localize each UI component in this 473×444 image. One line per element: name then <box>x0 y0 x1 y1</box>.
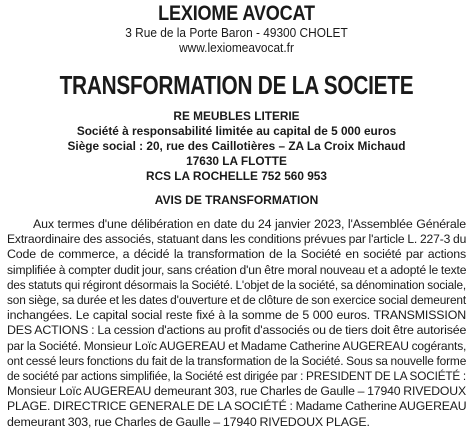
firm-address: 3 Rue de la Porte Baron - 49300 CHOLET <box>125 26 348 40</box>
body-line: demeurant 303, rue Charles de Gaulle – 17940 RIVEDOUX PLAGE. <box>7 414 370 429</box>
company-rcs: RCS LA ROCHELLE 752 560 953 <box>146 169 327 183</box>
body-line: inchangées. Le capital social reste fixé à la somme de 5 000 euros. TRANSMISSION <box>7 308 466 323</box>
notice-heading: AVIS DE TRANSFORMATION <box>154 193 319 207</box>
body-line: Code de commerce, a décidé la transformation de la Société en société par actions <box>7 247 466 262</box>
company-legal-form: Société à responsabilité limitée au capital de 5 000 euros <box>76 124 397 138</box>
company-city: 17630 LA FLOTTE <box>186 154 287 168</box>
body-line: Extraordinaire des associés, statuant dans les conditions prévues par l'article L. 227-3 du <box>7 232 467 247</box>
body-line: ont cessé leurs fonctions du fait de la transformation de la Société. Sous sa nouvelle forme <box>7 353 467 368</box>
body-line: des statuts qui régiront désormais la Société. L'objet de la société, sa dénomination sociale, <box>7 277 466 292</box>
body-line: Monsieur Loïc AUGEREAU demeurant 303, rue Charles de Gaulle – 17940 RIVEDOUX <box>7 384 466 399</box>
firm-name: LEXIOME AVOCAT <box>158 2 315 25</box>
notice-title: TRANSFORMATION DE LA SOCIETE <box>59 70 414 100</box>
body-line: de société par actions simplifiée, la Société est dirigée par : PRESIDENT DE LA SOCIÉTÉ : <box>7 369 466 384</box>
body-line: son siège, sa durée et les dates d'ouverture et de clôture de son exercice social demeurent <box>7 293 467 308</box>
body-line: PLAGE. DIRECTRICE GENERALE DE LA SOCIÉTÉ : Madame Catherine AUGEREAU <box>7 399 467 414</box>
body-line: Aux termes d'une délibération en date du 24 janvier 2023, l'Assemblée Générale <box>33 217 466 231</box>
body-line: DES ACTIONS : La cession d'actions au profit d'associés ou de tiers doit être autorisée <box>7 323 467 338</box>
company-name: RE MEUBLES LITERIE <box>173 109 300 123</box>
body-line: par la Société. Monsieur Loïc AUGEREAU et Madame Catherine AUGEREAU cogérants, <box>7 338 467 353</box>
company-registered-office: Siège social : 20, rue des Caillotières – ZA La Croix Michaud <box>67 139 406 153</box>
firm-website: www.lexiomeavocat.fr <box>179 41 294 55</box>
body-line: simplifiée à compter dudit jour, sans création d'un être moral nouveau et a adopté le texte <box>7 262 467 277</box>
notice-body <box>7 217 466 430</box>
